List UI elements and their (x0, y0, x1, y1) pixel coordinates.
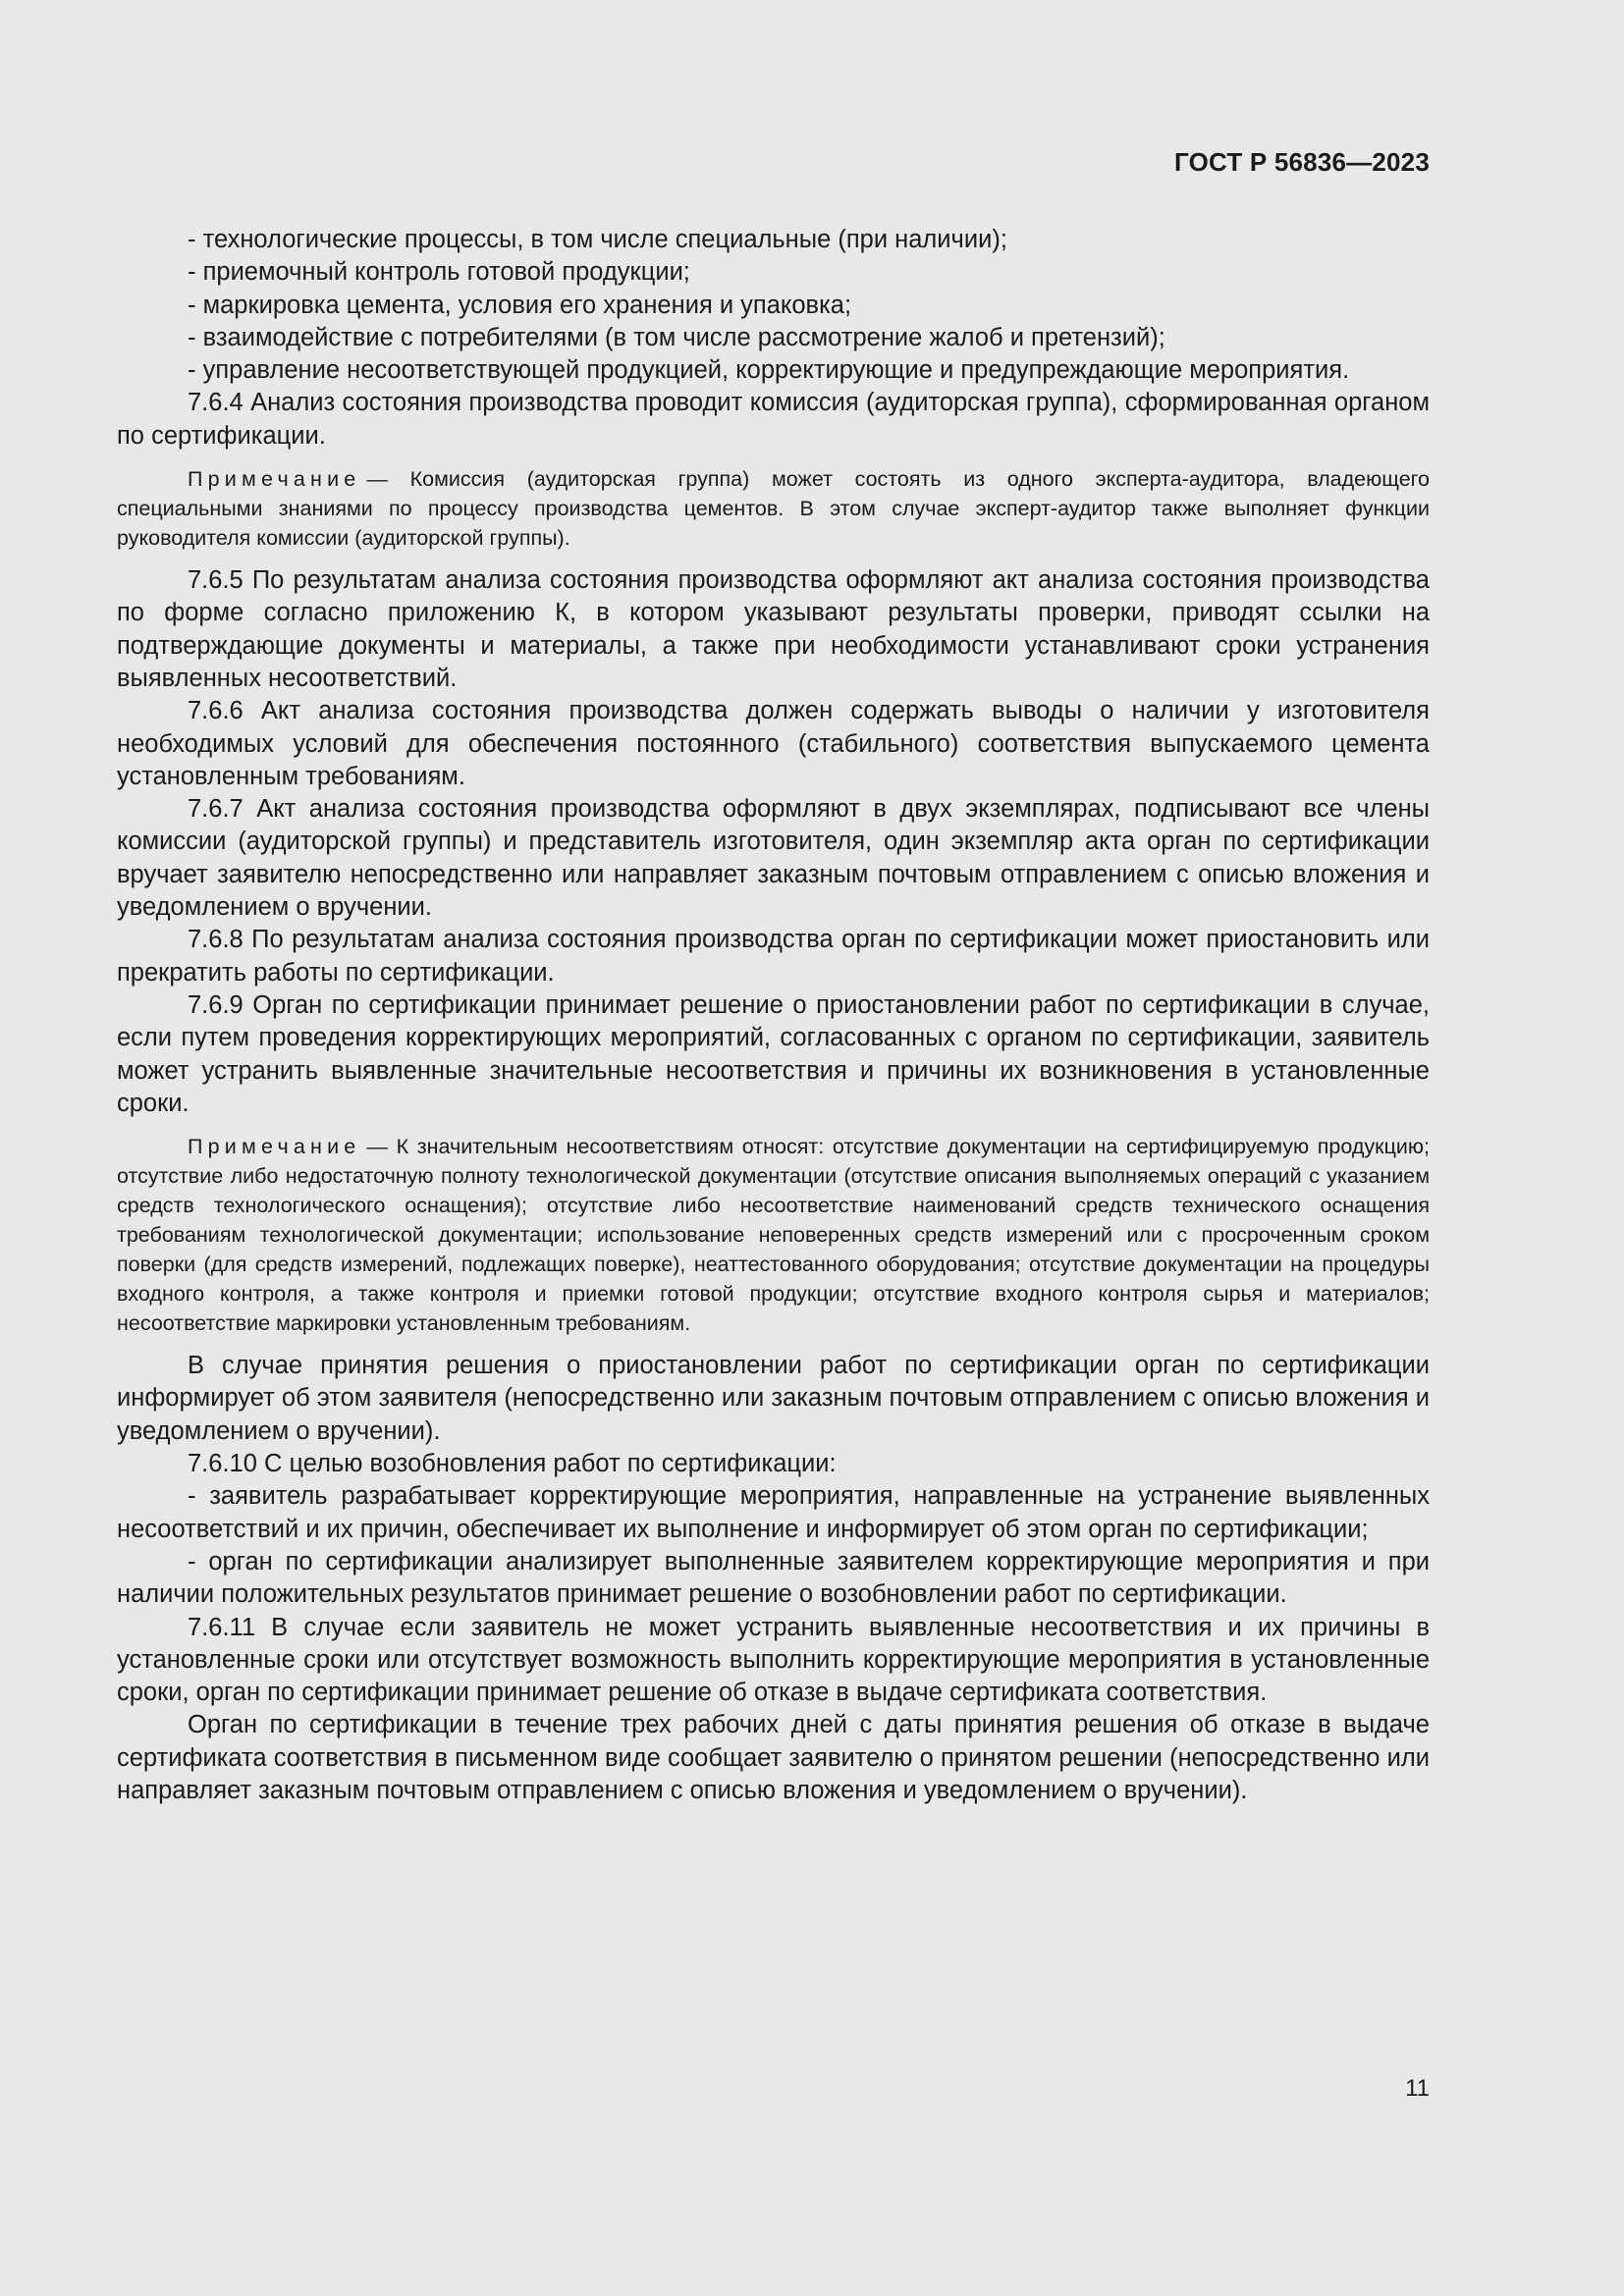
list-item: - технологические процессы, в том числе специальные (при наличии); (188, 226, 1007, 253)
paragraph-final: Орган по сертификации в течение трех рабочих дней с даты принятия решения об отказе в выдаче сертификата соответствия в письменном виде сообщает заявителю о принятом решении (непосредственно или направляет заказным почтовым отправлением с описью вложения и уведомлением о вручении). (117, 1711, 1430, 1804)
list-item: - взаимодействие с потребителями (в том числе рассмотрение жалоб и претензий); (188, 323, 1165, 351)
paragraph-7-6-4: 7.6.4 Анализ состояния производства проводит комиссия (аудиторская группа), сформированная органом по сертификации. (117, 389, 1430, 450)
note-label: Примечание (188, 1135, 361, 1159)
list-item: - заявитель разрабатывает корректирующие мероприятия, направленные на устранение выявленных несоответствий и их причин, обеспечивает их выполнение и информирует об этом орган по сертификации; (117, 1482, 1430, 1543)
list-item: - приемочный контроль готовой продукции; (188, 258, 690, 287)
page-number: 11 (1405, 2075, 1430, 2102)
paragraph-7-6-11: 7.6.11 В случае если заявитель не может устранить выявленные несоответствия и их причины в установленные сроки или отсутствует возможность выполнить корректирующие мероприятия в установленные сроки, орган по сертификации принимает решение об отказе в выдаче сертификата соответствия. (117, 1613, 1430, 1707)
list-item: - орган по сертификации анализирует выполненные заявителем корректирующие мероприятия и при наличии положительных результатов принимает решение о возобновлении работ по сертификации. (117, 1547, 1430, 1609)
paragraph-7-6-5: 7.6.5 По результатам анализа состояния производства оформляют акт анализа состояния производства по форме согласно приложению К, в котором указывают результаты проверки, приводят ссылки на подтверждающие документы и материалы, а также при необходимости устанавливают сроки устранения выявленных несоответствий. (117, 566, 1430, 692)
note-text: — К значительным несоответствиям относят: отсутствие документации на сертифицируемую продукцию; отсутствие либо недостаточную полноту технологической документации (отсутствие описания выполняемых операций с указанием средств технологического оснащения); отсутствие либо несоответствие наименований средств технического оснащения требованиям технологической документации; использование неповеренных средств измерений или с просроченным сроком поверки (для средств измерений, подлежащих поверке), неаттестованного оборудования; отсутствие документации на процедуры входного контроля, а также контроля и приемки готовой продукции; отсутствие входного контроля сырья и материалов; несоответствие маркировки установленным требованиям. (117, 1135, 1430, 1336)
note-label: Примечание (188, 467, 361, 492)
document-body (117, 224, 1430, 1807)
paragraph-7-6-7: 7.6.7 Акт анализа состояния производства оформляют в двух экземплярах, подписывают все члены комиссии (аудиторской группы) и представитель изготовителя, один экземпляр акта орган по сертификации вручает заявителю непосредственно или направляет заказным почтовым отправлением с описью вложения и уведомлением о вручении. (117, 795, 1430, 922)
note-2 (117, 1132, 1430, 1338)
paragraph-suspension: В случае принятия решения о приостановлении работ по сертификации орган по сертификации информирует об этом заявителя (непосредственно или заказным почтовым отправлением с описью вложения и уведомлением о вручении). (117, 1352, 1430, 1445)
paragraph-7-6-6: 7.6.6 Акт анализа состояния производства должен содержать выводы о наличии у изготовителя необходимых условий для обеспечения постоянного (стабильного) соответствия выпускаемого цемента установленным требованиям. (117, 697, 1430, 790)
list-item: - управление несоответствующей продукцией, корректирующие и предупреждающие мероприятия. (188, 356, 1350, 385)
list-item: - маркировка цемента, условия его хранения и упаковка; (188, 291, 852, 319)
paragraph-7-6-10: 7.6.10 С целью возобновления работ по сертификации: (188, 1450, 837, 1478)
document-header-id: ГОСТ Р 56836—2023 (1174, 147, 1430, 177)
note-1 (117, 464, 1430, 553)
note-text: — Комиссия (аудиторская группа) может состоять из одного эксперта-аудитора, владеющего специальными знаниями по процессу производства цементов. В этом случае эксперт-аудитор также выполняет функции руководителя комиссии (аудиторской группы). (117, 467, 1430, 551)
paragraph-7-6-8: 7.6.8 По результатам анализа состояния производства орган по сертификации может приостановить или прекратить работы по сертификации. (117, 926, 1430, 987)
paragraph-7-6-9: 7.6.9 Орган по сертификации принимает решение о приостановлении работ по сертификации в случае, если путем проведения корректирующих мероприятий, согласованных с органом по сертификации, заявитель может устранить выявленные значительные несоответствия и причины их возникновения в установленные сроки. (117, 990, 1430, 1117)
